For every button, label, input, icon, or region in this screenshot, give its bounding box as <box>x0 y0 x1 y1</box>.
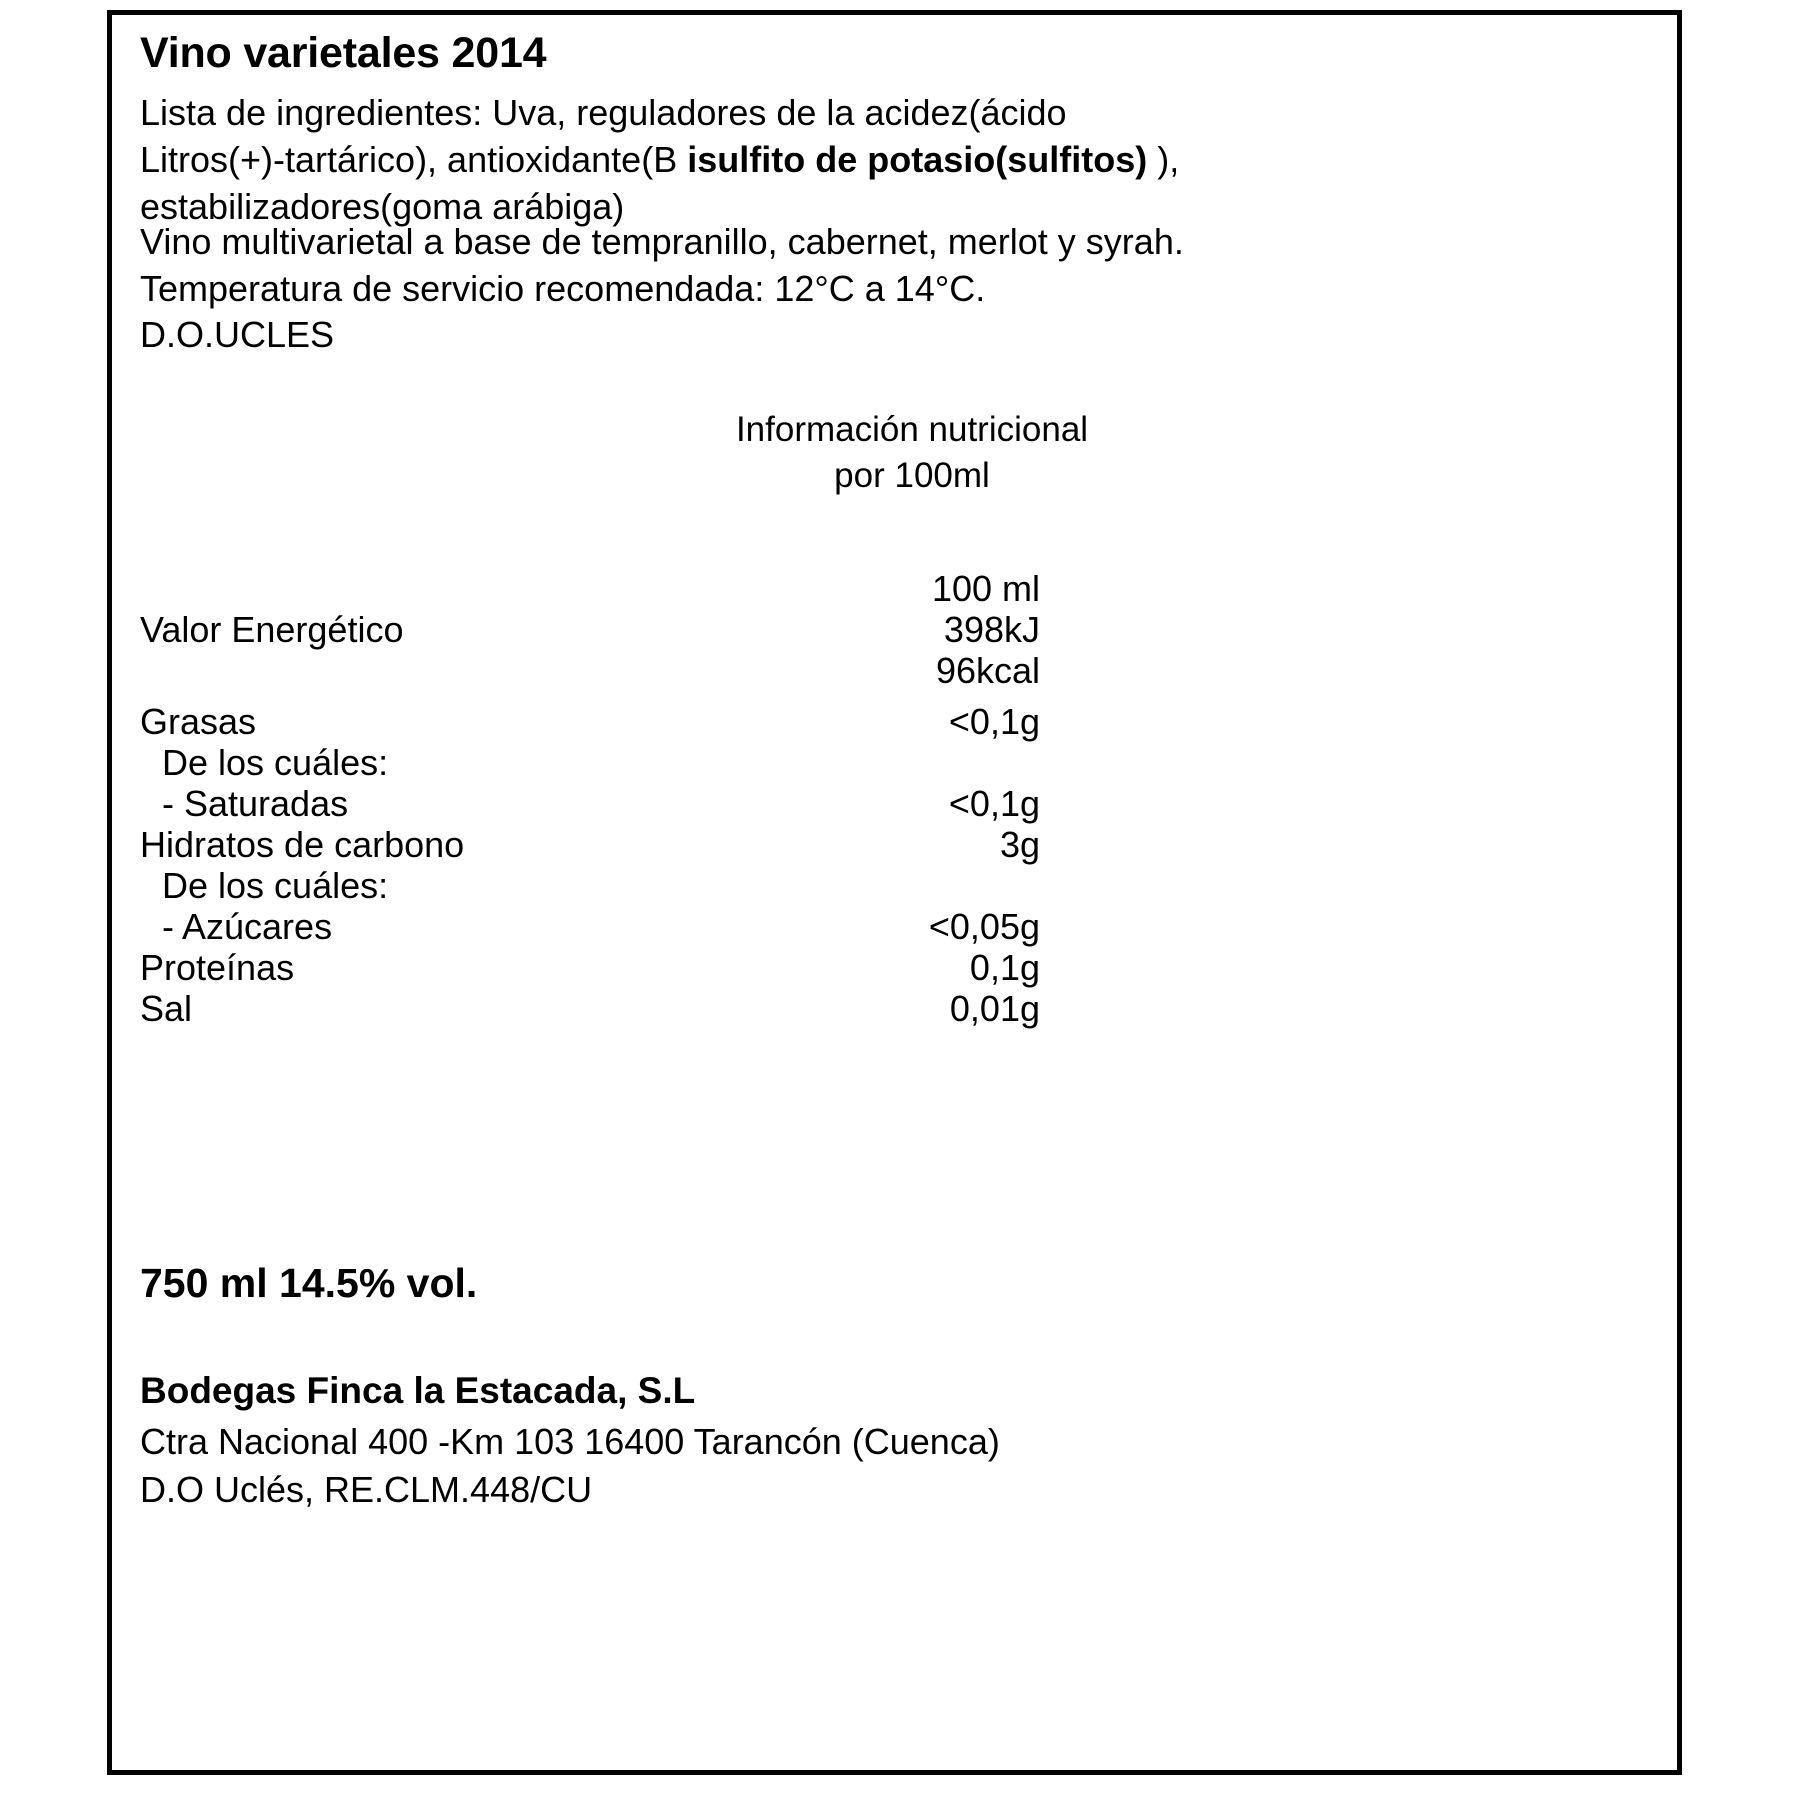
nutrition-row-sugars <box>140 906 1220 947</box>
nutrition-heading-line-1: Información nutricional <box>735 410 1089 449</box>
ingredients-line-2-post: ), <box>1147 139 1180 180</box>
nutrition-row-energy-kj <box>140 609 1220 650</box>
nutrition-row-fat-of-which <box>140 742 1220 783</box>
nutrition-row-header <box>140 568 1220 609</box>
nutrition-value-protein: 0,1g <box>969 947 1040 988</box>
nutrition-heading-line-2: por 100ml <box>834 456 990 495</box>
producer-address: Ctra Nacional 400 -Km 103 16400 Tarancón (Cuenca) <box>140 1421 1000 1462</box>
allergen-sulfitos: isulfito de potasio(sulfitos) <box>687 139 1148 180</box>
volume-and-alcohol: 750 ml 14.5% vol. <box>140 1260 478 1306</box>
nutrition-label-saturates: - Saturadas <box>162 783 349 824</box>
nutrition-row-fat <box>140 701 1220 742</box>
nutrition-label-carbs-of-which: De los cuáles: <box>162 865 389 906</box>
nutrition-row-salt <box>140 988 1220 1029</box>
nutrition-value-header: 100 ml <box>931 568 1040 609</box>
nutrition-row-protein <box>140 947 1220 988</box>
wine-label-card <box>107 10 1682 1775</box>
nutrition-heading <box>562 407 1262 499</box>
nutrition-label-fat: Grasas <box>140 701 257 742</box>
nutrition-row-energy-kcal <box>140 650 1220 691</box>
ingredients-line-3: estabilizadores(goma arábiga) <box>140 186 625 227</box>
label-inner <box>112 15 1677 1770</box>
ingredients-list <box>140 89 1640 230</box>
ingredients-line-1: Lista de ingredientes: Uva, reguladores de la acidez(ácido <box>140 92 1067 133</box>
varietal-description: Vino multivarietal a base de tempranillo, cabernet, merlot y syrah. <box>140 221 1184 262</box>
nutrition-value-saturates: <0,1g <box>948 783 1040 824</box>
nutrition-value-carbohydrates: 3g <box>999 824 1040 865</box>
denomination-of-origin: D.O.UCLES <box>140 314 335 355</box>
nutrition-label-fat-of-which: De los cuáles: <box>162 742 389 783</box>
nutrition-value-salt: 0,01g <box>949 988 1040 1029</box>
nutrition-label-protein: Proteínas <box>140 947 295 988</box>
ingredients-line-2 <box>140 136 1640 183</box>
nutrition-row-carbohydrates <box>140 824 1220 865</box>
nutrition-row-saturates <box>140 783 1220 824</box>
nutrition-value-sugars: <0,05g <box>928 906 1040 947</box>
ingredients-line-2-pre: Litros(+)-tartárico), antioxidante(B <box>140 139 688 180</box>
product-title: Vino varietales 2014 <box>140 29 547 77</box>
nutrition-value-energy-kcal: 96kcal <box>935 650 1040 691</box>
nutrition-value-fat: <0,1g <box>948 701 1040 742</box>
serving-temperature: Temperatura de servicio recomendada: 12°C a 14°C. <box>140 268 986 309</box>
nutrition-label-carbohydrates: Hidratos de carbono <box>140 824 465 865</box>
nutrition-label-sugars: - Azúcares <box>162 906 333 947</box>
nutrition-row-carbs-of-which <box>140 865 1220 906</box>
nutrition-table <box>140 568 1220 1029</box>
producer-name: Bodegas Finca la Estacada, S.L <box>140 1370 696 1411</box>
nutrition-value-energy-kj: 398kJ <box>943 609 1040 650</box>
nutrition-label-salt: Sal <box>140 988 193 1029</box>
nutrition-label-energy: Valor Energético <box>140 609 404 650</box>
producer-registration: D.O Uclés, RE.CLM.448/CU <box>140 1469 593 1510</box>
